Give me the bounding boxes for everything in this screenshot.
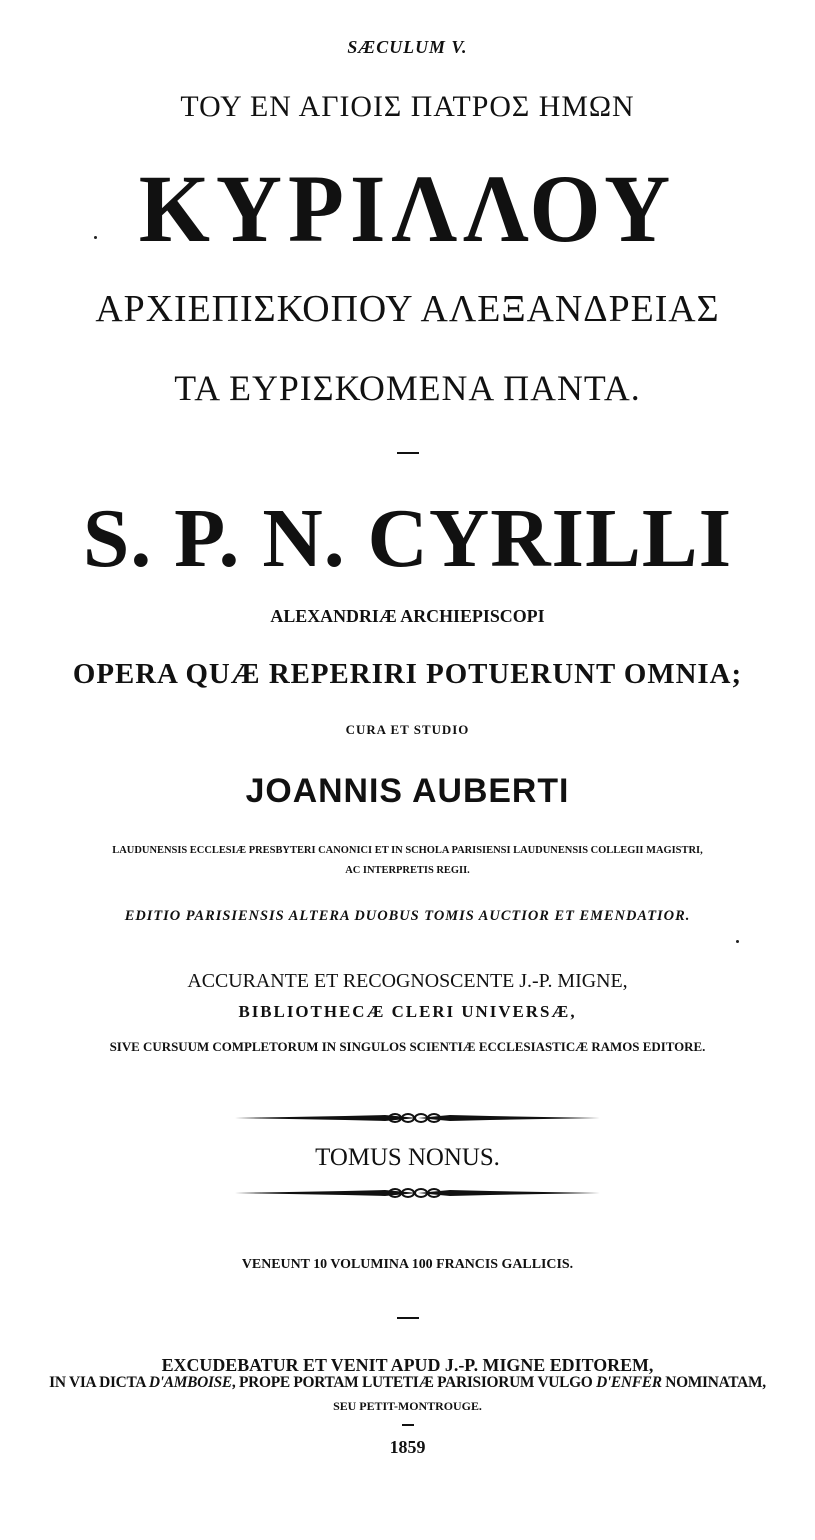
greek-line-4: ΤΑ ΕΥΡΙΣΚΟΜΕΝΑ ΠΑΝΤΑ.: [174, 368, 641, 408]
page-speck: [736, 940, 739, 943]
latin-subtitle: ALEXANDRIÆ ARCHIEPISCOPI: [270, 606, 545, 626]
sive-line: SIVE CURSUUM COMPLETORUM IN SINGULOS SCIENTIÆ ECCLESIASTICÆ RAMOS EDITORE.: [109, 1039, 706, 1054]
ornament-rule-bottom: [235, 1185, 600, 1201]
editor-name: JOANNIS AUBERTI: [245, 772, 570, 810]
imprint-line-2-part-a: IN VIA DICTA: [49, 1374, 149, 1391]
editio-line: EDITIO PARISIENSIS ALTERA DUOBUS TOMIS AUCTIOR ET EMENDATIOR.: [124, 908, 691, 924]
imprint-line-1: EXCUDEBATUR ET VENIT APUD J.-P. MIGNE EDITOREM,: [161, 1355, 654, 1375]
greek-name-title: ΚΥΡΙΛΛΟΥ: [138, 154, 677, 262]
divider-3: [402, 1424, 414, 1426]
tomus-line: TOMUS NONUS.: [315, 1144, 500, 1171]
page-speck: [94, 236, 97, 239]
ornament-rule-top: [235, 1110, 600, 1126]
imprint-line-2-part-c: , PROPE PORTAM LUTETIÆ PARISIORUM VULGO: [231, 1374, 597, 1391]
imprint-line-2-part-e: NOMINATAM,: [661, 1374, 766, 1391]
veneunt-line: VENEUNT 10 VOLUMINA 100 FRANCIS GALLICIS.: [241, 1257, 574, 1272]
editor-description-1: LAUDUNENSIS ECCLESIÆ PRESBYTERI CANONICI ET IN SCHOLA PARISIENSI LAUDUNENSIS COLLEGII MAGISTRI,: [112, 845, 703, 856]
divider-2: [397, 1317, 419, 1319]
bibliotheca-line: BIBLIOTHECÆ CLERI UNIVERSÆ,: [238, 1002, 577, 1021]
divider-1: [397, 452, 419, 454]
greek-line-3: ΑΡΧΙΕΠΙΣΚΟΠΟΥ ΑΛΕΞΑΝΔΡΕΙΑΣ: [95, 288, 720, 330]
publication-year: 1859: [389, 1437, 426, 1457]
imprint-line-2: [2, 1375, 813, 1391]
opera-line: OPERA QUÆ REPERIRI POTUERUNT OMNIA;: [72, 658, 743, 690]
accurante-line: ACCURANTE ET RECOGNOSCENTE J.-P. MIGNE,: [187, 970, 628, 992]
seculum-label: SÆCULUM V.: [347, 37, 468, 57]
imprint-gate-name: D'ENFER: [596, 1374, 662, 1391]
imprint-street-name: D'AMBOISE: [148, 1374, 232, 1391]
latin-name-title: S. P. N. CYRILLI: [82, 492, 733, 585]
imprint-line-3: SEU PETIT-MONTROUGE.: [333, 1399, 482, 1413]
greek-line-1: ΤΟΥ ΕΝ ΑΓΙΟΙΣ ΠΑΤΡΟΣ ΗΜΩΝ: [180, 90, 635, 123]
editor-description-2: AC INTERPRETIS REGII.: [345, 865, 470, 876]
cura-line: CURA ET STUDIO: [345, 722, 470, 737]
